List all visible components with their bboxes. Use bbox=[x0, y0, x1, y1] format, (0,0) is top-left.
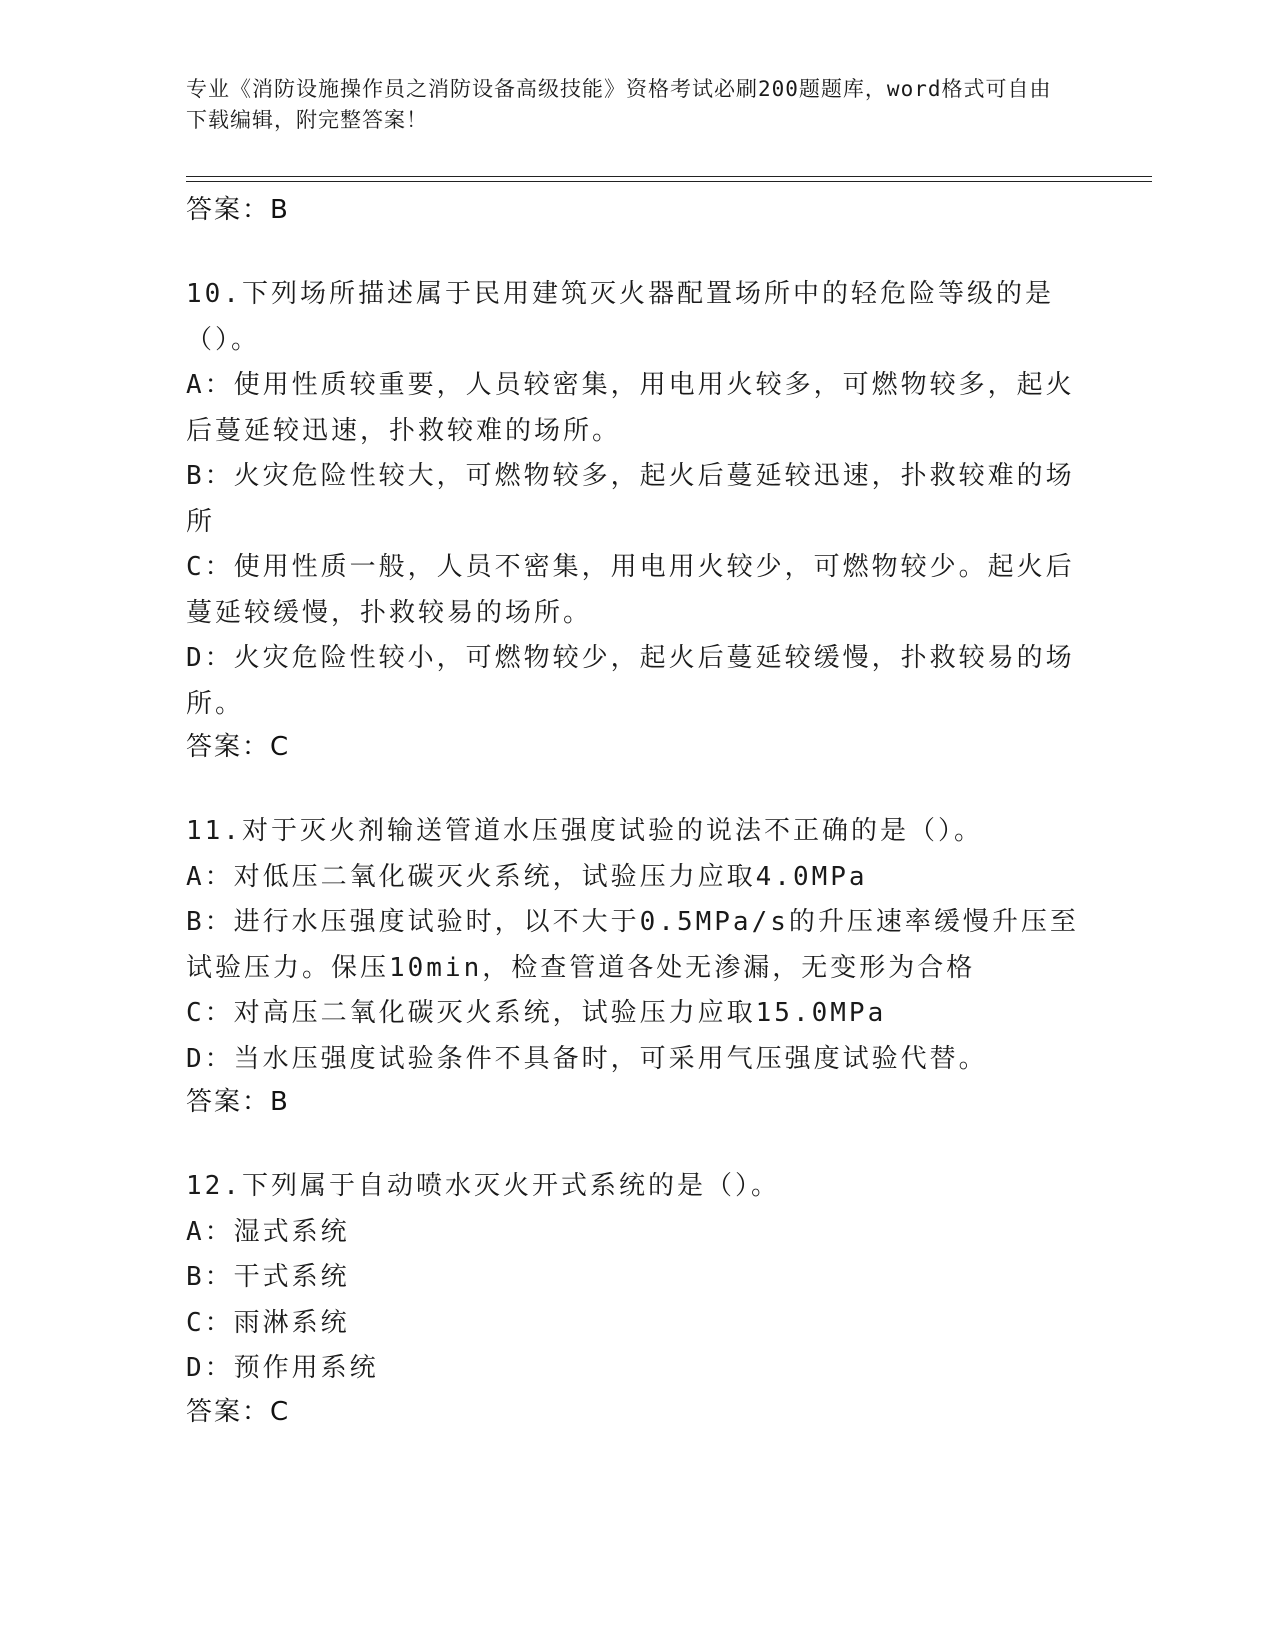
option-d: D：火灾危险性较小，可燃物较少，起火后蔓延较缓慢，扑救较易的场所。 bbox=[186, 643, 1075, 719]
question-answer: 答案：C bbox=[186, 732, 291, 762]
question-stem: 10.下列场所描述属于民用建筑灭火器配置场所中的轻危险等级的是（）。 bbox=[186, 279, 1054, 355]
question-answer: 答案：B bbox=[186, 1087, 290, 1117]
option-d: D：当水压强度试验条件不具备时，可采用气压强度试验代替。 bbox=[186, 1043, 988, 1074]
question-stem: 11.对于灭火剂输送管道水压强度试验的说法不正确的是（）。 bbox=[186, 816, 983, 846]
option-c: C：对高压二氧化碳灭火系统，试验压力应取15.0MPa bbox=[186, 998, 887, 1028]
option-b: B：干式系统 bbox=[186, 1262, 350, 1292]
option-b: B：进行水压强度试验时，以不大于0.5MPa/s的升压速率缓慢升压至试验压力。保压10min，检查管道各处无渗漏，无变形为合格 bbox=[186, 907, 1079, 983]
option-c: C：使用性质一般，人员不密集，用电用火较少，可燃物较少。起火后蔓延较缓慢，扑救较易的场所。 bbox=[186, 552, 1075, 628]
question-12 bbox=[186, 1164, 1086, 1432]
question-content bbox=[186, 190, 1086, 1432]
question-stem: 12.下列属于自动喷水灭火开式系统的是（）。 bbox=[186, 1171, 780, 1201]
option-c: C：雨淋系统 bbox=[186, 1307, 350, 1338]
header-divider-top bbox=[186, 176, 1152, 177]
option-a: A：湿式系统 bbox=[186, 1216, 350, 1247]
option-b: B：火灾危险性较大，可燃物较多，起火后蔓延较迅速，扑救较难的场所 bbox=[186, 461, 1075, 537]
header-divider-bottom bbox=[186, 181, 1152, 182]
option-a: A：使用性质较重要，人员较密集，用电用火较多，可燃物较多，起火后蔓延较迅速，扑救较难的场所。 bbox=[186, 370, 1075, 446]
question-answer: 答案：C bbox=[186, 1396, 291, 1427]
question-10 bbox=[186, 272, 1086, 767]
document-header: 专业《消防设施操作员之消防设备高级技能》资格考试必刷200题题库，word格式可自由下载编辑，附完整答案！ bbox=[186, 77, 1052, 132]
option-a: A：对低压二氧化碳灭火系统，试验压力应取4.0MPa bbox=[186, 861, 868, 892]
option-d: D：预作用系统 bbox=[186, 1353, 379, 1383]
previous-answer: 答案：B bbox=[186, 195, 290, 225]
question-11 bbox=[186, 809, 1086, 1122]
